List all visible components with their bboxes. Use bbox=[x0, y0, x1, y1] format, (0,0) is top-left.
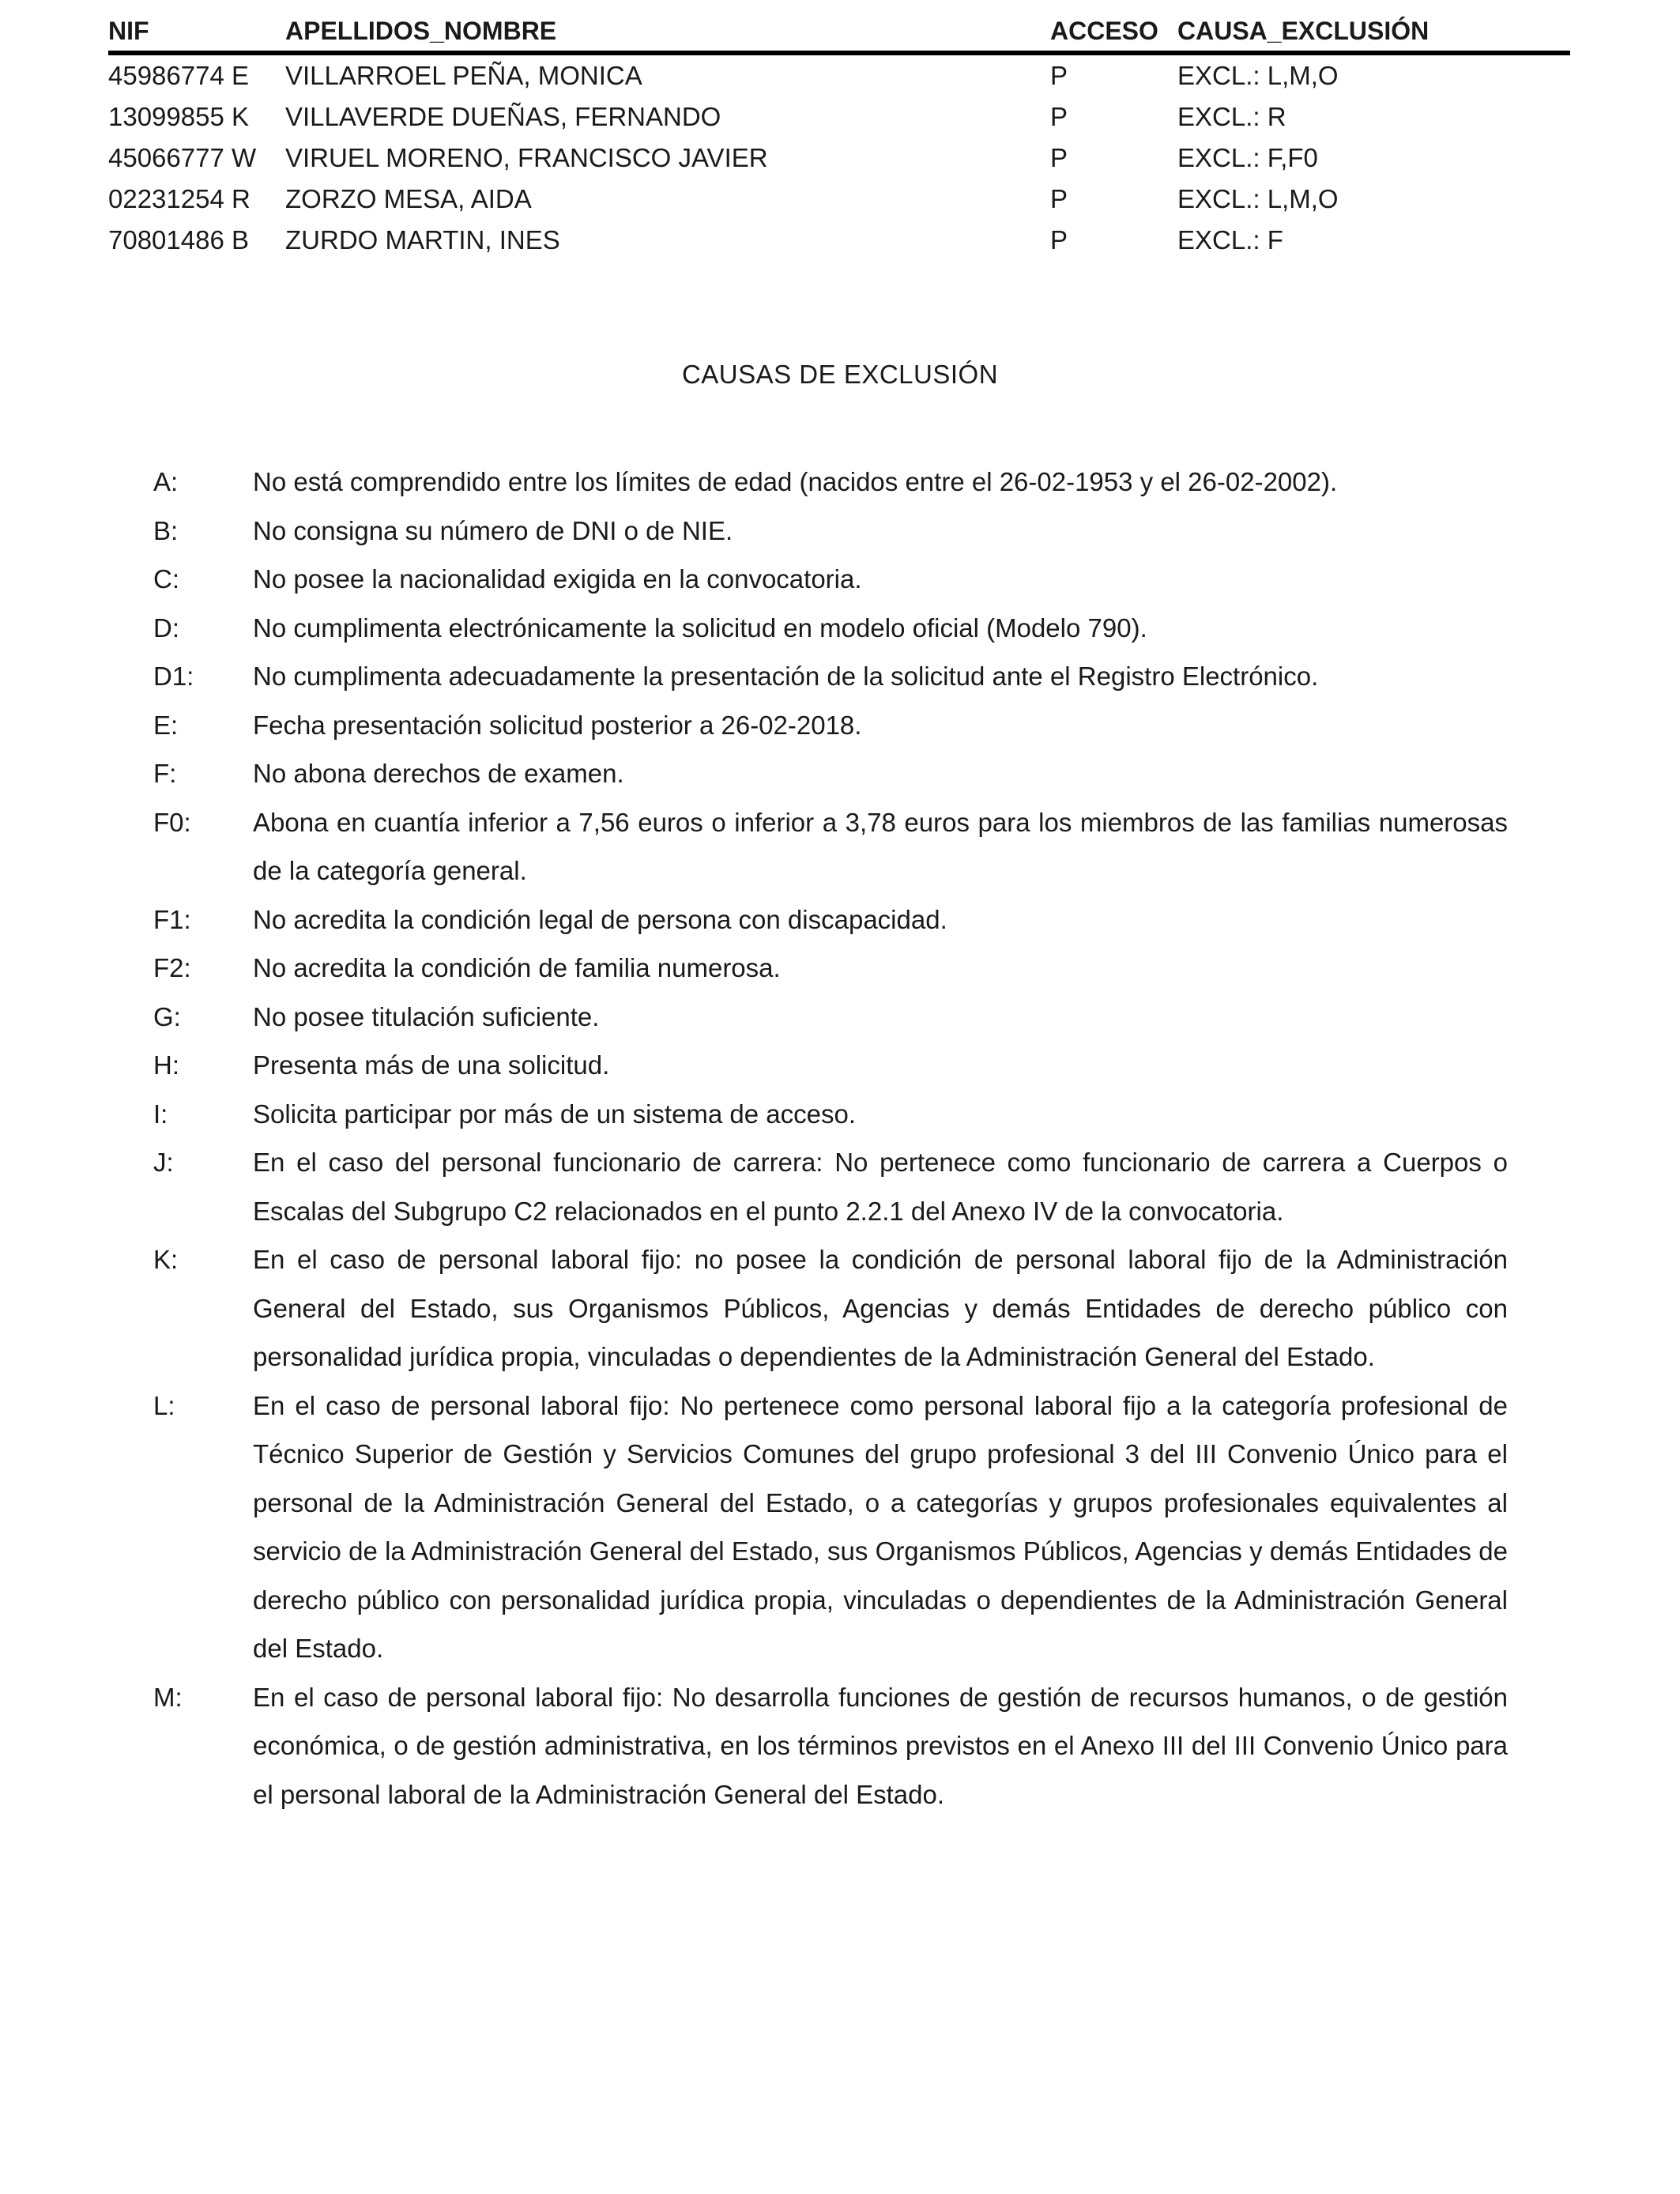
cause-code: I: bbox=[153, 1099, 168, 1129]
cell-nif: 45066777 W bbox=[108, 143, 257, 172]
cell-nombre: ZURDO MARTIN, INES bbox=[285, 225, 560, 254]
cause-item bbox=[153, 749, 1508, 798]
causes-title: CAUSAS DE EXCLUSIÓN bbox=[681, 360, 999, 389]
cell-causa: EXCL.: R bbox=[1177, 102, 1286, 131]
cell-causa: EXCL.: L,M,O bbox=[1177, 184, 1339, 213]
cause-text: En el caso de personal laboral fijo: No pertenece como personal laboral fijo a la categoría profesional de Técnico Superior de Gestión y Servicios Comunes del grupo profesional 3 del III Convenio Único para el personal de la Administración General del Estado, o a categorías y grupos profesionales equivalentes al servicio de la Administración General del Estado, sus Organismos Públicos, Agencias y demás Entidades de derecho público con personalidad jurídica propia, vinculadas o dependientes de la Administración General del Estado. bbox=[253, 1390, 1508, 1663]
cause-text: No acredita la condición legal de persona con discapacidad. bbox=[253, 904, 947, 934]
cause-code: M: bbox=[153, 1682, 183, 1712]
cause-code: B: bbox=[153, 515, 179, 545]
cause-code: K: bbox=[153, 1245, 179, 1274]
cell-nombre: ZORZO MESA, AIDA bbox=[285, 184, 532, 213]
cause-item bbox=[153, 1382, 1508, 1673]
cause-text: No consigna su número de DNI o de NIE. bbox=[253, 515, 733, 545]
table-header bbox=[108, 11, 1570, 55]
cause-code: G: bbox=[153, 1001, 181, 1031]
exclusion-table bbox=[108, 11, 1570, 261]
table-row bbox=[108, 179, 1570, 220]
cause-text: Abona en cuantía inferior a 7,56 euros o inferior a 3,78 euros para los miembros de las familias numerosas de la categoría general. bbox=[253, 807, 1508, 885]
cell-acceso: P bbox=[1050, 225, 1068, 254]
cause-item bbox=[153, 652, 1508, 701]
cell-nombre: VIRUEL MORENO, FRANCISCO JAVIER bbox=[285, 143, 768, 172]
cause-item bbox=[153, 458, 1508, 507]
cell-causa: EXCL.: F bbox=[1177, 225, 1283, 254]
cause-item bbox=[153, 701, 1508, 750]
causes-list bbox=[153, 458, 1508, 1819]
cell-nombre: VILLARROEL PEÑA, MONICA bbox=[285, 61, 642, 90]
cause-code: F0: bbox=[153, 807, 191, 837]
cell-nif: 02231254 R bbox=[108, 184, 250, 213]
cell-acceso: P bbox=[1050, 102, 1068, 131]
cause-text: No cumplimenta electrónicamente la solicitud en modelo oficial (Modelo 790). bbox=[253, 613, 1147, 643]
cell-nif: 45986774 E bbox=[108, 61, 250, 90]
cause-text: No posee titulación suficiente. bbox=[253, 1001, 600, 1031]
cell-acceso: P bbox=[1050, 61, 1068, 90]
cause-code: F2: bbox=[153, 953, 191, 982]
header-causa-exclusion: CAUSA_EXCLUSIÓN bbox=[1177, 16, 1430, 45]
table-row bbox=[108, 220, 1570, 261]
table-row bbox=[108, 55, 1570, 96]
cell-acceso: P bbox=[1050, 184, 1068, 213]
cause-item bbox=[153, 1673, 1508, 1819]
cause-code: F1: bbox=[153, 904, 191, 934]
header-nif: NIF bbox=[108, 16, 149, 45]
cause-code: L: bbox=[153, 1390, 175, 1420]
cause-item bbox=[153, 993, 1508, 1042]
cause-code: D: bbox=[153, 613, 179, 643]
cause-item bbox=[153, 507, 1508, 556]
cause-item bbox=[153, 555, 1508, 604]
table-row bbox=[108, 96, 1570, 138]
header-acceso: ACCESO bbox=[1050, 16, 1158, 45]
cause-text: No acredita la condición de familia numerosa. bbox=[253, 953, 781, 982]
cause-text: Solicita participar por más de un sistema de acceso. bbox=[253, 1099, 857, 1129]
cause-item bbox=[153, 798, 1508, 895]
cause-text: En el caso del personal funcionario de carrera: No pertenece como funcionario de carrera a Cuerpos o Escalas del Subgrupo C2 relacionados en el punto 2.2.1 del Anexo IV de la convocatoria. bbox=[253, 1148, 1508, 1226]
cause-code: F: bbox=[153, 759, 177, 788]
cause-item bbox=[153, 944, 1508, 993]
cause-text: No posee la nacionalidad exigida en la convocatoria. bbox=[253, 564, 862, 594]
cause-item bbox=[153, 1138, 1508, 1235]
cause-code: H: bbox=[153, 1050, 179, 1080]
cause-code: E: bbox=[153, 710, 179, 740]
cause-item bbox=[153, 1090, 1508, 1139]
cause-text: En el caso de personal laboral fijo: no posee la condición de personal laboral fijo de la Administración General del Estado, sus Organismos Públicos, Agencias y demás Entidades de derecho público con personalidad jurídica propia, vinculadas o dependientes de la Administración General del Estado. bbox=[253, 1245, 1508, 1371]
cell-nif: 13099855 K bbox=[108, 102, 250, 131]
cause-code: A: bbox=[153, 467, 179, 496]
cause-code: J: bbox=[153, 1148, 174, 1177]
header-apellidos-nombre: APELLIDOS_NOMBRE bbox=[285, 16, 557, 45]
cause-text: Presenta más de una solicitud. bbox=[253, 1050, 610, 1080]
cell-nif: 70801486 B bbox=[108, 225, 250, 254]
cause-item bbox=[153, 604, 1508, 653]
cell-causa: EXCL.: F,F0 bbox=[1177, 143, 1318, 172]
cause-item bbox=[153, 895, 1508, 944]
cause-text: No abona derechos de examen. bbox=[253, 759, 624, 788]
cause-item bbox=[153, 1041, 1508, 1090]
cause-code: D1: bbox=[153, 662, 194, 691]
cause-code: C: bbox=[153, 564, 179, 594]
cause-text: Fecha presentación solicitud posterior a 26-02-2018. bbox=[253, 710, 862, 740]
cause-text: No está comprendido entre los límites de edad (nacidos entre el 26-02-1953 y el 26-02-2002). bbox=[253, 467, 1338, 496]
cell-acceso: P bbox=[1050, 143, 1068, 172]
cause-item bbox=[153, 1235, 1508, 1382]
table-row bbox=[108, 138, 1570, 179]
cause-text: No cumplimenta adecuadamente la presentación de la solicitud ante el Registro Electrónico. bbox=[253, 662, 1319, 691]
cause-text: En el caso de personal laboral fijo: No desarrolla funciones de gestión de recursos humanos, o de gestión económica, o de gestión administrativa, en los términos previstos en el Anexo III del III Convenio Único para el personal laboral de la Administración General del Estado. bbox=[253, 1682, 1508, 1809]
cell-causa: EXCL.: L,M,O bbox=[1177, 61, 1339, 90]
cell-nombre: VILLAVERDE DUEÑAS, FERNANDO bbox=[285, 102, 721, 131]
